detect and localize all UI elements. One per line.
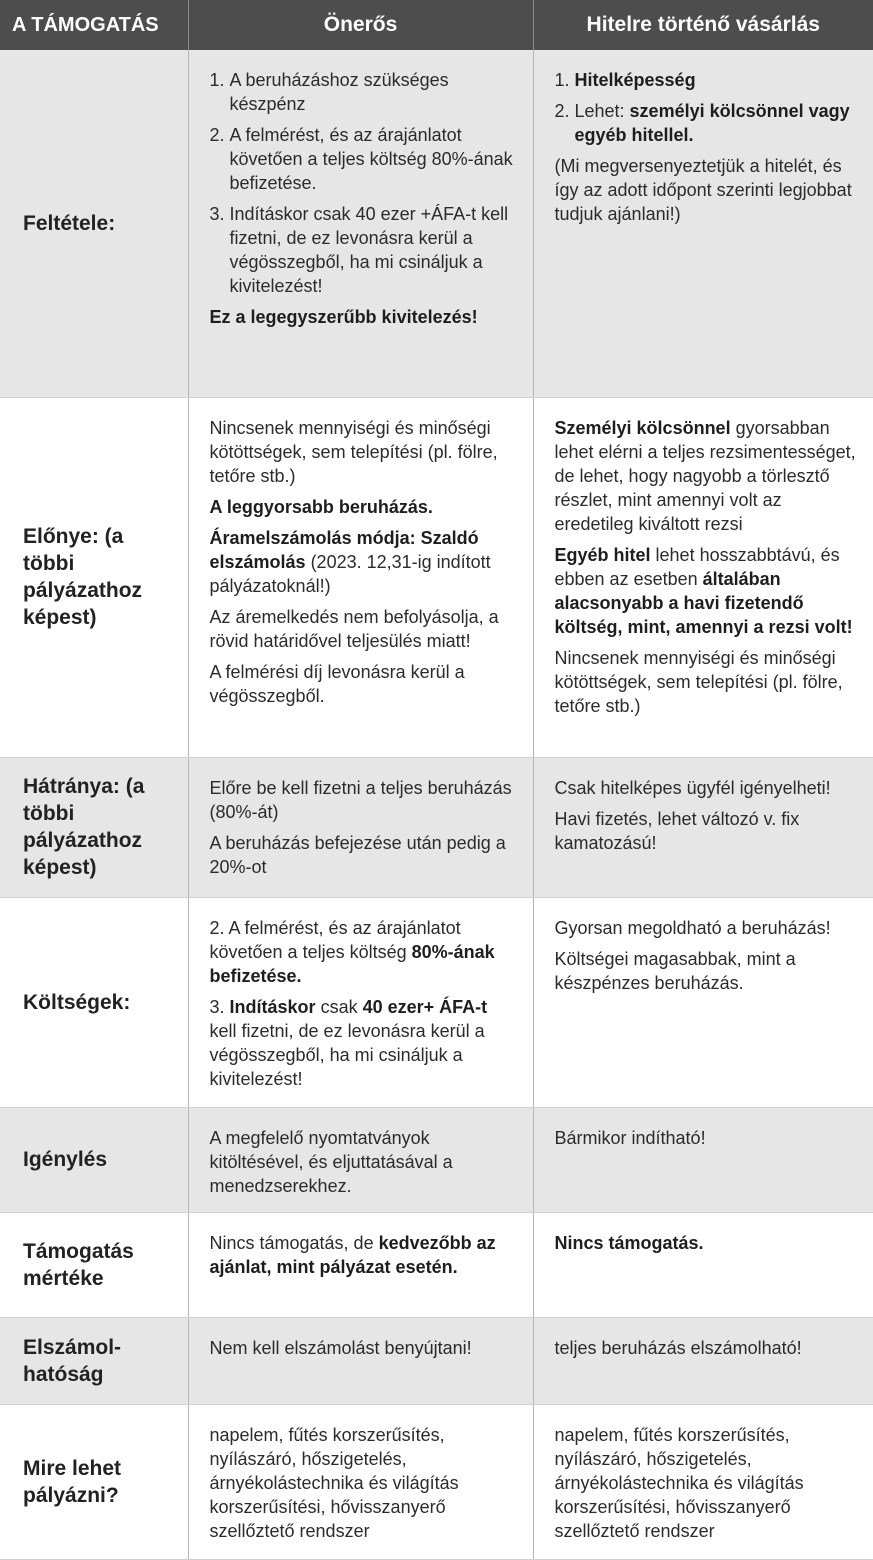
row-label: Mire lehet pályázni? [0, 1404, 188, 1559]
cell-own-funds [188, 897, 533, 1107]
paragraph: Havi fizetés, lehet változó v. fix kamatozású! [554, 808, 800, 853]
paragraph: Gyorsan megoldható a beruházás! [554, 917, 831, 938]
row-label: Feltétele: [0, 50, 188, 397]
header-support: A TÁMOGATÁS [0, 0, 188, 50]
cell-own-funds [188, 50, 533, 397]
paragraph: teljes beruházás elszámolható! [554, 1337, 802, 1358]
cell-credit [533, 397, 873, 757]
cell-credit [533, 50, 873, 397]
row-accountability [0, 1317, 873, 1404]
list-item: 1. A beruházáshoz szükséges készpénz [230, 68, 517, 116]
paragraph: Áramelszámolás módja: Szaldó elszámolás (2023. 12,31-ig indított pályázatoknál!) [209, 527, 491, 596]
cell-own-funds [188, 1404, 533, 1559]
paragraph: Nincs támogatás. [554, 1232, 704, 1253]
cell-own-funds [188, 757, 533, 897]
paragraph: Az áremelkedés nem befolyásolja, a rövid határidővel teljesülés miatt! [209, 606, 499, 651]
cell-credit [533, 1404, 873, 1559]
paragraph: A beruházás befejezése után pedig a 20%-ot [209, 832, 506, 877]
paragraph: Nem kell elszámolást benyújtani! [209, 1337, 472, 1358]
row-advantages [0, 397, 873, 757]
list-item: 2. A felmérést, és az árajánlatot követően a teljes költség 80%-ának befizetése. [230, 123, 517, 195]
paragraph: 2. A felmérést, és az árajánlatot követően a teljes költség 80%-ának befizetése. [209, 917, 495, 986]
paragraph: A leggyorsabb beruházás. [209, 496, 433, 517]
paragraph: A megfelelő nyomtatványok kitöltésével, és eljuttatásával a menedzserekhez. [209, 1127, 453, 1196]
row-label: Hátránya: (a többi pályázathoz képest) [0, 757, 188, 897]
list-item: 3. Indításkor csak 40 ezer +ÁFA-t kell fizetni, de ez levonásra kerül a végösszegből, ha mi csináljuk a kivitelezést! [230, 202, 517, 298]
paragraph: Nincsenek mennyiségi és minőségi kötöttségek, sem telepítési (pl. fölre, tetőre stb.) [554, 647, 843, 716]
cell-credit [533, 897, 873, 1107]
cell-own-funds [188, 1317, 533, 1404]
cell-own-funds [188, 397, 533, 757]
row-conditions [0, 50, 873, 397]
paragraph: Nincs támogatás, de kedvezőbb az ajánlat, mint pályázat esetén. [209, 1232, 496, 1277]
list-item: 2. Lehet: személyi kölcsönnel vagy egyéb hitellel. [575, 99, 858, 147]
cell-credit [533, 1107, 873, 1212]
row-support-amount [0, 1212, 873, 1317]
row-label: Elszámol- hatóság [0, 1317, 188, 1404]
paragraph: A felmérési díj levonásra kerül a végösszegből. [209, 661, 465, 706]
header-credit-purchase: Hitelre történő vásárlás [533, 0, 873, 50]
paragraph: 3. Indításkor csak 40 ezer+ ÁFA-t kell fizetni, de ez levonásra kerül a végösszegből, ha mi csináljuk a kivitelezést! [209, 996, 488, 1089]
paragraph: Előre be kell fizetni a teljes beruházás (80%-át) [209, 777, 512, 822]
note-text: (Mi megversenyeztetjük a hitelét, és így az adott időpont szerinti legjobbat tudjuk ajánlani!) [554, 156, 852, 224]
paragraph: Bármikor indítható! [554, 1127, 706, 1148]
conditions-list [555, 68, 858, 147]
paragraph: Személyi kölcsönnel gyorsabban lehet elérni a teljes rezsimentességet, de lehet, hogy nagyobb a törlesztő részlet, mint amennyi volt az eredetileg kiváltott rezsi [554, 417, 856, 534]
cell-own-funds [188, 1212, 533, 1317]
paragraph: napelem, fűtés korszerűsítés, nyílászáró, hőszigetelés, árnyékolástechnika és világítás korszerűsítési, hővisszanyerő szellőztető rendszer [554, 1424, 804, 1541]
row-application [0, 1107, 873, 1212]
paragraph: Csak hitelképes ügyfél igényelheti! [554, 777, 831, 798]
cell-credit [533, 757, 873, 897]
cell-own-funds [188, 1107, 533, 1212]
note-text: Ez a legegyszerűbb kivitelezés! [209, 307, 478, 327]
paragraph: Nincsenek mennyiségi és minőségi kötöttségek, sem telepítési (pl. fölre, tetőre stb.) [209, 417, 498, 486]
row-label: Előnye: (a többi pályázathoz képest) [0, 397, 188, 757]
row-costs [0, 897, 873, 1107]
cell-credit [533, 1212, 873, 1317]
row-label: Támogatás mértéke [0, 1212, 188, 1317]
paragraph: Költségei magasabbak, mint a készpénzes beruházás. [554, 948, 796, 993]
cell-credit [533, 1317, 873, 1404]
row-disadvantages [0, 757, 873, 897]
header-own-funds: Önerős [188, 0, 533, 50]
row-label: Költségek: [0, 897, 188, 1107]
paragraph: napelem, fűtés korszerűsítés, nyílászáró, hőszigetelés, árnyékolástechnika és világítás korszerűsítési, hővisszanyerő szellőztető rendszer [209, 1424, 459, 1541]
paragraph: Egyéb hitel lehet hosszabbtávú, és ebben az esetben általában alacsonyabb a havi fizetendő költség, mint, amennyi a rezsi volt! [554, 544, 853, 637]
row-eligible-items [0, 1404, 873, 1559]
header-row [0, 0, 873, 50]
list-item: 1. Hitelképesség [575, 68, 858, 92]
conditions-list [210, 68, 517, 298]
row-label: Igénylés [0, 1107, 188, 1212]
